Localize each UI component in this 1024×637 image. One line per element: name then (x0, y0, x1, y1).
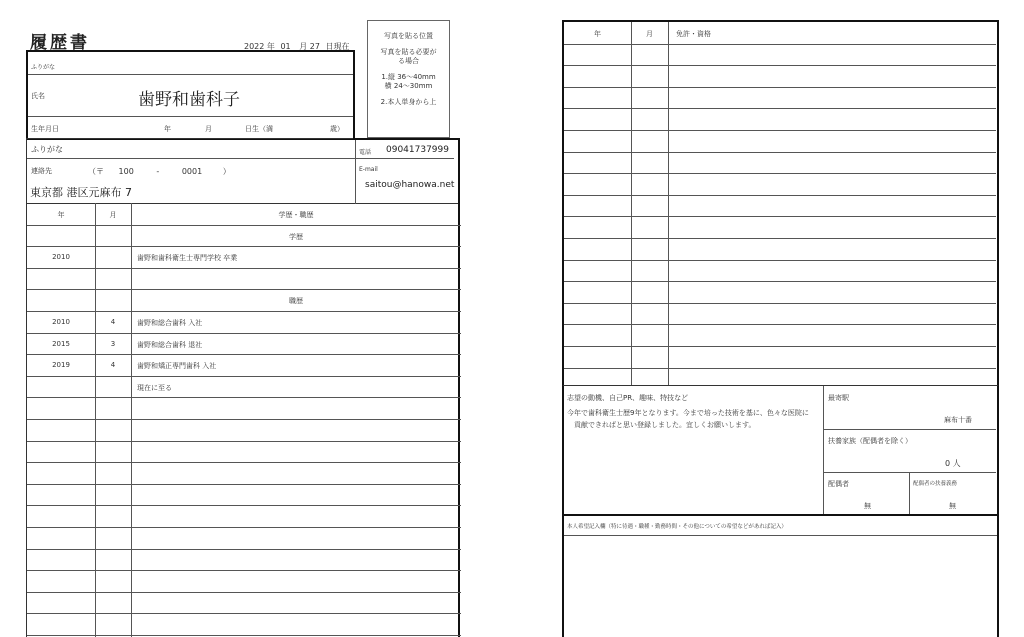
license-row (564, 368, 996, 369)
history-row (27, 613, 461, 635)
motivation-block (562, 385, 999, 515)
history-row-content: 学歴 (289, 232, 303, 241)
license-row (564, 216, 996, 217)
postal-dash: - (156, 167, 160, 176)
history-row (27, 549, 461, 571)
dependents-label: 扶養家族（配偶者を除く） (828, 437, 912, 445)
license-row (564, 65, 996, 66)
wishes-label: 本人希望記入欄（特に待遇・職種・勤務時間・その他についての希望などがあれば記入） (567, 524, 787, 530)
history-row-month: 3 (110, 339, 116, 348)
birth-day-unit: 日生（満 (245, 125, 273, 133)
license-row (564, 44, 996, 45)
license-row (564, 346, 996, 347)
license-row (564, 303, 996, 304)
email-label: E-mail (359, 166, 378, 173)
furigana-label: ふりがな (31, 64, 56, 71)
license-row (564, 152, 996, 153)
history-row-content: 歯野和総合歯科 入社 (137, 319, 203, 327)
history-row (27, 397, 461, 419)
postal-code (88, 166, 231, 177)
postal-suffix: ） (222, 167, 231, 176)
history-row-year: 2010 (52, 318, 70, 326)
history-row-year: 2019 (52, 361, 70, 370)
history-row-month: 4 (110, 318, 116, 326)
history-row (27, 419, 461, 441)
history-row-content: 職歴 (289, 297, 303, 306)
contact-furigana-label: ふりがな (31, 145, 63, 154)
date-year-unit: 年 (266, 42, 275, 51)
history-col-year: 年 (57, 211, 65, 219)
phone-label: 電話 (359, 149, 372, 156)
license-col-year: 年 (594, 30, 601, 38)
license-table (562, 20, 999, 385)
age-unit: 歳） (330, 125, 344, 133)
history-row-content: 現在に至る (137, 383, 172, 392)
spouse-value: 無 (864, 502, 871, 510)
station-value: 麻布十番 (944, 416, 972, 424)
date-month-unit: 月 (299, 42, 308, 51)
birth-year-unit: 年 (164, 125, 171, 133)
wishes-block (562, 514, 999, 637)
license-row (564, 87, 996, 88)
spouse-support-label: 配偶者の扶養義務 (913, 481, 958, 487)
license-row (564, 130, 996, 131)
motivation-label: 志望の動機、自己PR、趣味、特技など (567, 394, 689, 402)
photo-box (367, 20, 450, 138)
resume-right-page (562, 20, 999, 637)
motivation-line2: 貢献できればと思い登録しました。宜しくお願いします。 (574, 421, 756, 429)
license-row (564, 281, 996, 282)
postal-1: 100 (118, 167, 134, 176)
license-row (564, 238, 996, 239)
history-col-content: 学歴・職歴 (278, 211, 314, 219)
photo-box-line2: る場合 (398, 57, 419, 65)
photo-box-line5: 2.本人単身から上 (380, 98, 437, 106)
license-row (564, 173, 996, 174)
name-value: 歯野和歯科子 (138, 90, 240, 110)
spouse-label: 配偶者 (828, 480, 849, 488)
resume-left-page (0, 0, 470, 637)
history-row (27, 527, 461, 549)
license-col-content: 免許・資格 (676, 30, 711, 38)
history-row (27, 441, 461, 463)
address-label: 連絡先 (31, 167, 52, 175)
history-row (27, 570, 461, 592)
license-row (564, 108, 996, 109)
birth-label: 生年月日 (31, 125, 59, 133)
license-row (564, 195, 996, 196)
history-row (27, 592, 461, 614)
photo-box-line3: 1.縦 36～40mm (381, 73, 436, 81)
photo-box-line1: 写真を貼る必要が (380, 48, 437, 56)
photo-box-title: 写真を貼る位置 (384, 32, 433, 40)
email-value: saitou@hanowa.net (365, 180, 455, 190)
postal-2: 0001 (181, 167, 203, 176)
history-row (27, 484, 461, 506)
birth-month-unit: 月 (205, 125, 212, 133)
address-value: 東京都 港区元麻布 7 (30, 186, 132, 199)
license-row (564, 260, 996, 261)
postal-prefix: （〒 (88, 167, 104, 176)
history-row-year: 2015 (52, 339, 70, 348)
date-day: 27 (309, 42, 320, 51)
spouse-support-value: 無 (949, 502, 956, 510)
history-row-year: 2010 (52, 253, 70, 262)
history-row-content: 歯野和歯科衛生士専門学校 卒業 (137, 254, 238, 263)
history-col-month: 月 (109, 211, 117, 219)
history-row-content: 歯野和総合歯科 退社 (137, 340, 203, 349)
history-row-content: 歯野和矯正専門歯科 入社 (137, 362, 217, 371)
history-row (27, 505, 461, 527)
name-label: 氏名 (31, 92, 45, 100)
phone-value: 09041737999 (386, 145, 449, 155)
history-row (27, 268, 461, 290)
history-row (27, 462, 461, 484)
history-row-month: 4 (110, 361, 116, 370)
license-col-month: 月 (646, 30, 653, 38)
photo-box-line4: 横 24～30mm (384, 82, 433, 90)
dependents-value: 0 人 (945, 459, 961, 468)
date-month: 01 (280, 42, 291, 51)
date-year: 2022 (244, 42, 265, 51)
station-label: 最寄駅 (828, 394, 849, 402)
history-table (26, 203, 460, 637)
resume-title: 履歴書 (30, 33, 90, 53)
license-row (564, 324, 996, 325)
motivation-line1: 今年で歯科衛生士歴9年となります。今まで培った技術を基に、色々な医院に (567, 409, 809, 417)
date-suffix: 日現在 (325, 42, 350, 51)
